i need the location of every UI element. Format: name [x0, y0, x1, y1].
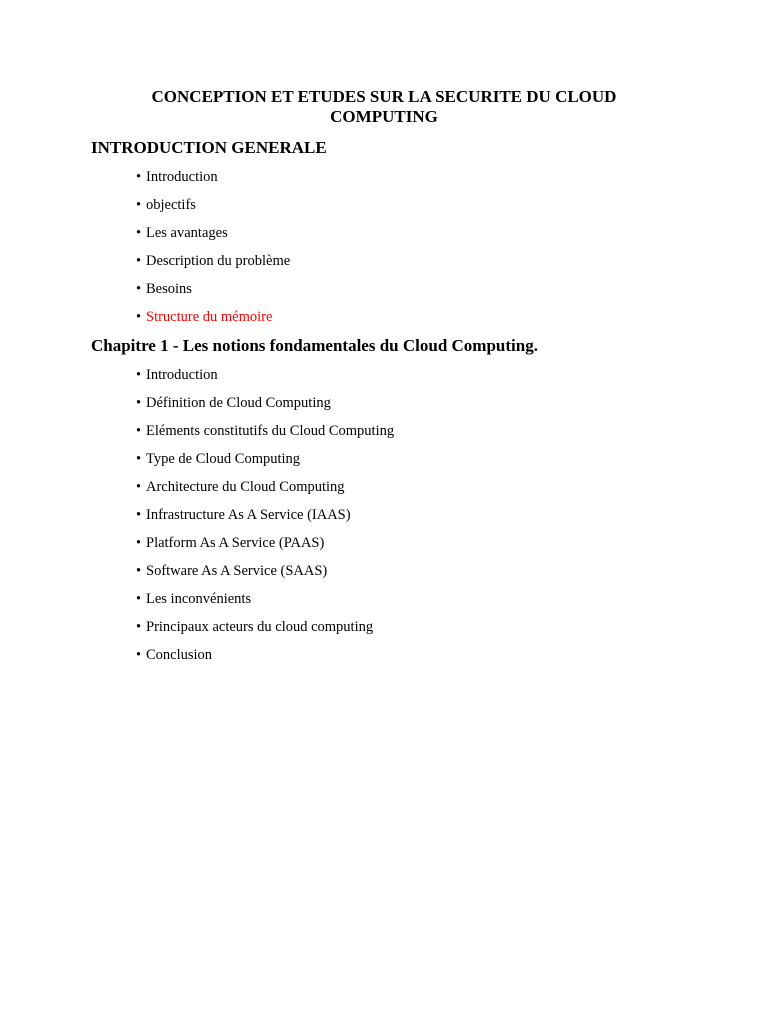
bullet-icon: •: [136, 647, 142, 663]
toc-item: [136, 646, 394, 664]
toc-item: [136, 366, 394, 384]
document-title-line-1: CONCEPTION ET ETUDES SUR LA SECURITE DU CLOUD: [151, 87, 617, 106]
bullet-icon: •: [136, 479, 142, 495]
document-title: [0, 87, 768, 127]
toc-item-label: Eléments constitutifs du Cloud Computing: [146, 423, 395, 439]
toc-item-label: Introduction: [146, 367, 218, 383]
toc-item-label: Introduction: [146, 169, 218, 185]
bullet-icon: •: [136, 451, 142, 467]
bullet-icon: •: [136, 507, 142, 523]
toc-item-label: Type de Cloud Computing: [146, 451, 301, 467]
section-heading-introduction-generale: INTRODUCTION GENERALE: [91, 138, 327, 157]
toc-item-label: objectifs: [146, 197, 196, 213]
toc-item: [136, 478, 394, 496]
toc-item-label: Les inconvénients: [146, 591, 252, 607]
bullet-icon: •: [136, 197, 142, 213]
bullet-icon: •: [136, 563, 142, 579]
toc-item-label: Structure du mémoire: [146, 309, 273, 325]
toc-item: [136, 506, 394, 524]
bullet-icon: •: [136, 591, 142, 607]
bullet-icon: •: [136, 169, 142, 185]
toc-item: [136, 422, 394, 440]
toc-item-label: Architecture du Cloud Computing: [146, 479, 345, 495]
toc-list-chapitre-1: [136, 366, 394, 674]
bullet-icon: •: [136, 281, 142, 297]
section-heading-chapitre-1: Chapitre 1 - Les notions fondamentales du Cloud Computing.: [91, 336, 538, 355]
toc-item-label: Platform As A Service (PAAS): [146, 535, 325, 551]
toc-item-label: Description du problème: [146, 253, 291, 269]
toc-item-label: Principaux acteurs du cloud computing: [146, 619, 374, 635]
toc-item: [136, 618, 394, 636]
toc-item: [136, 534, 394, 552]
toc-list-introduction-generale: [136, 168, 290, 336]
bullet-icon: •: [136, 253, 142, 269]
document-title-line-2: COMPUTING: [330, 107, 438, 126]
toc-item: [136, 562, 394, 580]
toc-item: [136, 450, 394, 468]
toc-item: [136, 196, 290, 214]
bullet-icon: •: [136, 423, 142, 439]
toc-item: [136, 252, 290, 270]
toc-item-label: Conclusion: [146, 647, 213, 663]
toc-item-label: Les avantages: [146, 225, 228, 241]
toc-item-label: Définition de Cloud Computing: [146, 395, 331, 411]
toc-item-label: Besoins: [146, 281, 192, 297]
toc-item-highlighted: [136, 308, 290, 326]
bullet-icon: •: [136, 535, 142, 551]
toc-item: [136, 224, 290, 242]
bullet-icon: •: [136, 619, 142, 635]
toc-item: [136, 590, 394, 608]
toc-item: [136, 280, 290, 298]
toc-item-label: Infrastructure As A Service (IAAS): [146, 507, 351, 523]
toc-item-label: Software As A Service (SAAS): [146, 563, 328, 579]
bullet-icon: •: [136, 225, 142, 241]
toc-item: [136, 394, 394, 412]
bullet-icon: •: [136, 395, 142, 411]
bullet-icon: •: [136, 367, 142, 383]
bullet-icon: •: [136, 309, 142, 325]
toc-item: [136, 168, 290, 186]
